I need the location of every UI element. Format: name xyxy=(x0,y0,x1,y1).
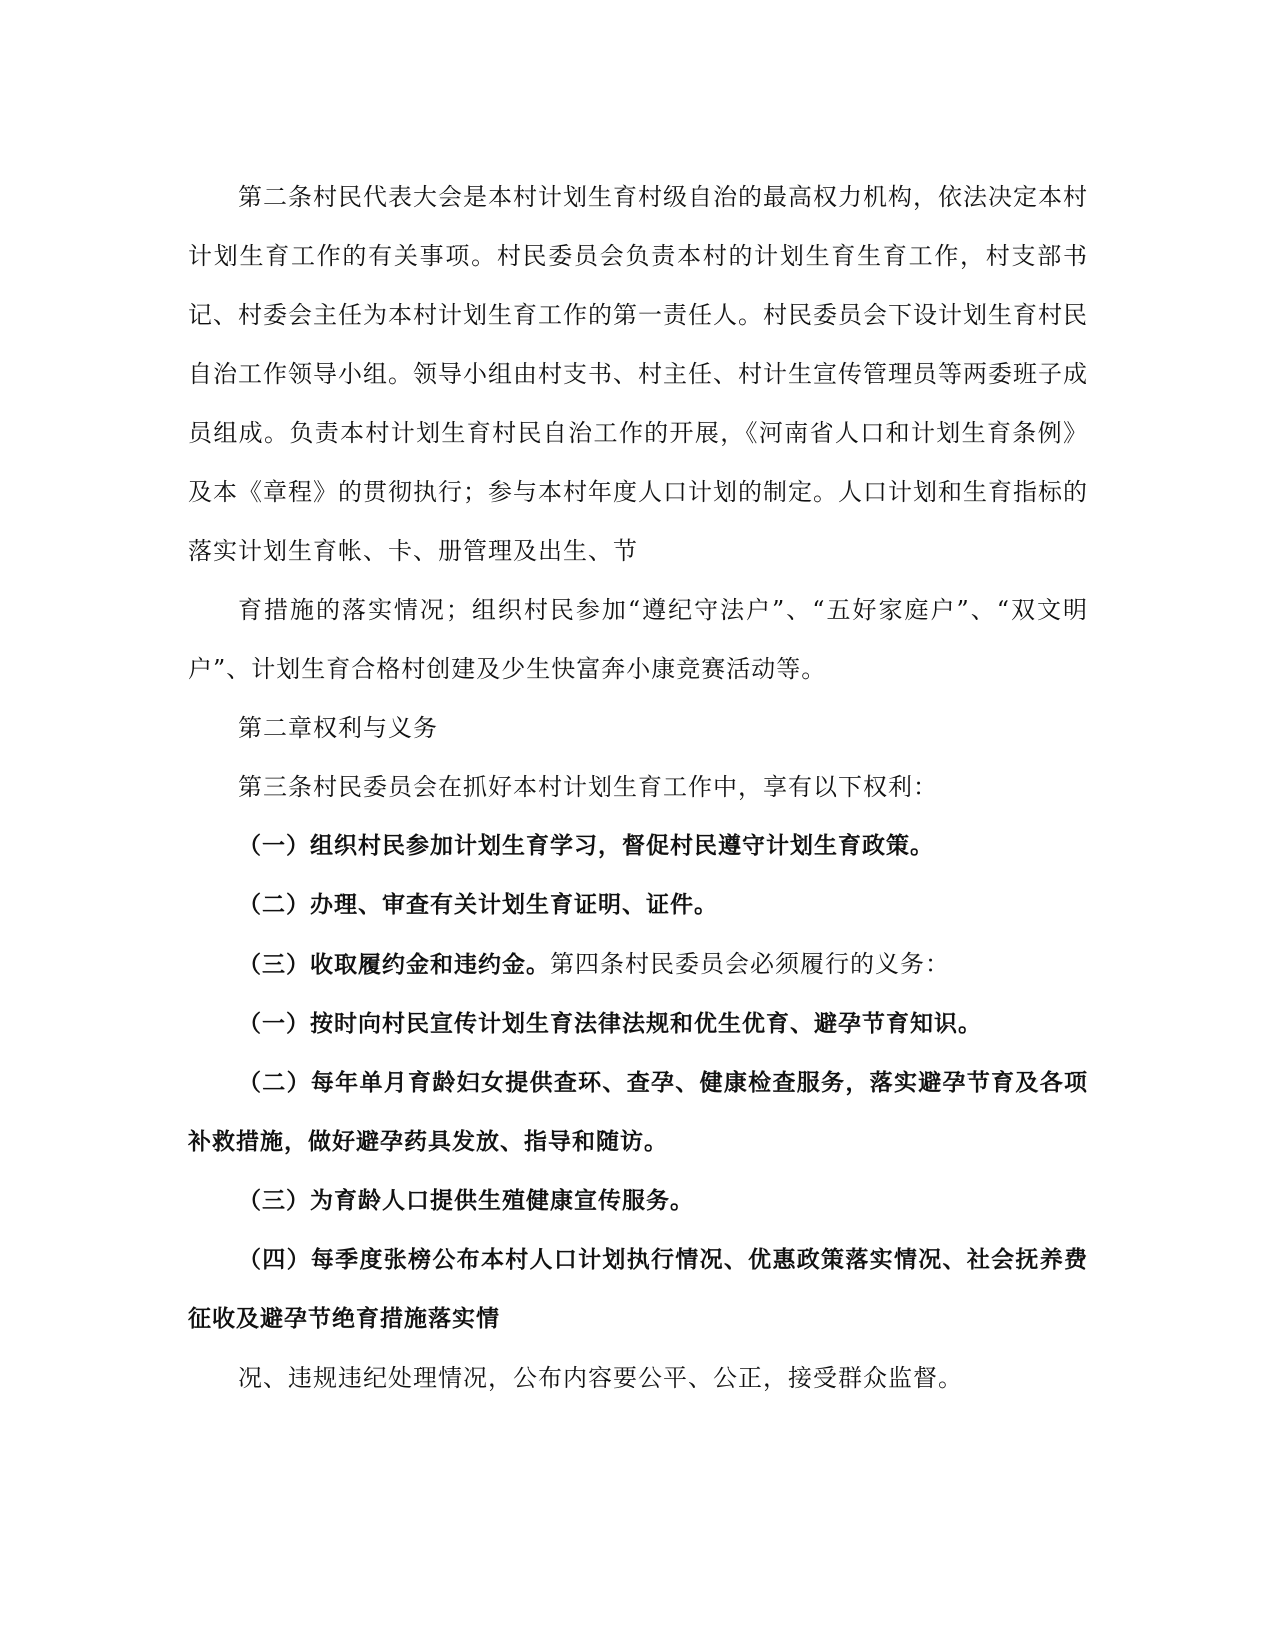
duty-item-4-continuation: 况、违规违纪处理情况，公布内容要公平、公正，接受群众监督。 xyxy=(238,1364,963,1392)
article-4-intro: 第四条村民委员会必须履行的义务： xyxy=(550,950,950,978)
article-2-continuation: 育措施的落实情况；组织村民参加“遵纪守法户”、“五好家庭户”、“双文明户”、计划生育合格村创建及少生快富奔小康竞赛活动等。 xyxy=(188,596,1088,683)
duty-item-2: （二）每年单月育龄妇女提供查环、查孕、健康检查服务，落实避孕节育及各项补救措施，做好避孕药具发放、指导和随访。 xyxy=(188,1070,1088,1155)
right-item-3: （三）收取履约金和违约金。 xyxy=(238,952,550,978)
chapter-2-heading: 第二章权利与义务 xyxy=(238,714,438,742)
right-item-3-line xyxy=(188,935,1088,995)
duty-item-4: （四）每季度张榜公布本村人口计划执行情况、优惠政策落实情况、社会抚养费征收及避孕节绝育措施落实情 xyxy=(188,1247,1088,1332)
article-3-intro: 第三条村民委员会在抓好本村计划生育工作中，享有以下权利： xyxy=(238,773,938,801)
duty-item-1: （一）按时向村民宣传计划生育法律法规和优生优育、避孕节育知识。 xyxy=(238,1011,982,1037)
duty-item-3: （三）为育龄人口提供生殖健康宣传服务。 xyxy=(238,1188,694,1214)
right-item-2: （二）办理、审查有关计划生育证明、证件。 xyxy=(238,892,718,918)
right-item-1: （一）组织村民参加计划生育学习，督促村民遵守计划生育政策。 xyxy=(238,833,934,859)
article-2-paragraph: 第二条村民代表大会是本村计划生育村级自治的最高权力机构，依法决定本村计划生育工作的有关事项。村民委员会负责本村的计划生育生育工作，村支部书记、村委会主任为本村计划生育工作的第一责任人。村民委员会下设计划生育村民自治工作领导小组。领导小组由村支书、村主任、村计生宣传管理员等两委班子成员组成。负责本村计划生育村民自治工作的开展，《河南省人口和计划生育条例》及本《章程》的贯彻执行；参与本村年度人口计划的制定。人口计划和生育指标的落实计划生育帐、卡、册管理及出生、节 xyxy=(188,183,1088,565)
document-body xyxy=(188,168,1088,1408)
